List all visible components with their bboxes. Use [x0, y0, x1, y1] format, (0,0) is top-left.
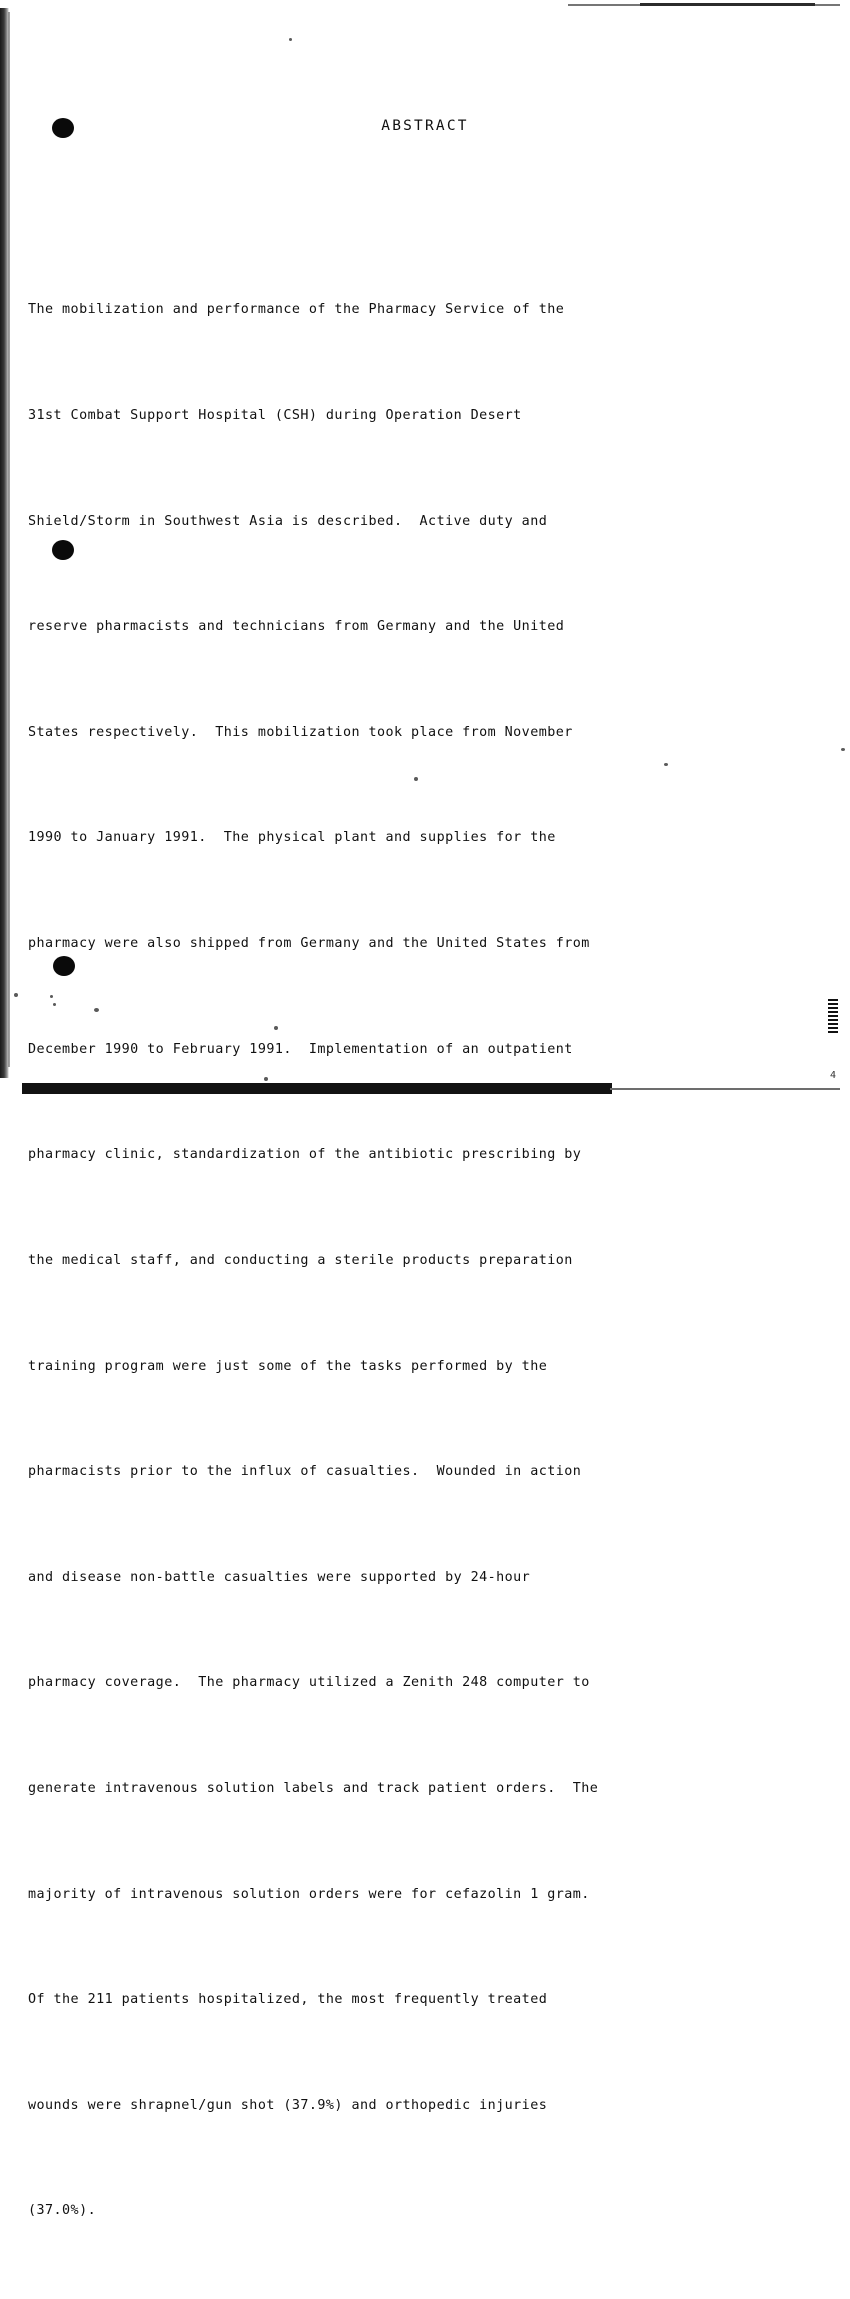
scan-speck	[14, 993, 18, 997]
body-line: pharmacy were also shipped from Germany and the United States from	[28, 936, 590, 952]
body-line: reserve pharmacists and technicians from Germany and the United	[28, 619, 565, 635]
body-line: Of the 211 patients hospitalized, the most frequently treated	[28, 1992, 548, 2008]
body-line: wounds were shrapnel/gun shot (37.9%) and orthopedic injuries	[28, 2097, 548, 2113]
page-title: ABSTRACT	[381, 118, 469, 134]
body-line: 1990 to January 1991. The physical plant and supplies for the	[28, 830, 556, 846]
body-line: and disease non-battle casualties were supported by 24-hour	[28, 1569, 531, 1585]
scan-edge-top-dash	[640, 3, 815, 6]
body-line: the medical staff, and conducting a sterile products preparation	[28, 1252, 573, 1268]
abstract-body	[28, 222, 700, 2299]
body-line: December 1990 to February 1991. Implementation of an outpatient	[28, 1041, 573, 1057]
body-line: pharmacists prior to the influx of casualties. Wounded in action	[28, 1464, 582, 1480]
scan-speck	[841, 748, 845, 751]
body-line: pharmacy coverage. The pharmacy utilized a Zenith 248 computer to	[28, 1675, 590, 1691]
body-line: majority of intravenous solution orders were for cefazolin 1 gram.	[28, 1886, 590, 1902]
scan-edge-left-secondary	[8, 12, 10, 1067]
scan-edge-marker-small: 4	[830, 1070, 837, 1081]
body-line: States respectively. This mobilization took place from November	[28, 724, 573, 740]
body-line: generate intravenous solution labels and track patient orders. The	[28, 1780, 599, 1796]
body-line: The mobilization and performance of the Pharmacy Service of the	[28, 302, 565, 318]
body-line: training program were just some of the tasks performed by the	[28, 1358, 548, 1374]
body-line: 31st Combat Support Hospital (CSH) during Operation Desert	[28, 408, 522, 424]
body-line: pharmacy clinic, standardization of the antibiotic prescribing by	[28, 1147, 582, 1163]
scan-edge-marker	[828, 999, 838, 1035]
body-line: (37.0%).	[28, 2203, 97, 2219]
scan-speck	[289, 38, 292, 41]
body-line: Shield/Storm in Southwest Asia is described. Active duty and	[28, 513, 548, 529]
